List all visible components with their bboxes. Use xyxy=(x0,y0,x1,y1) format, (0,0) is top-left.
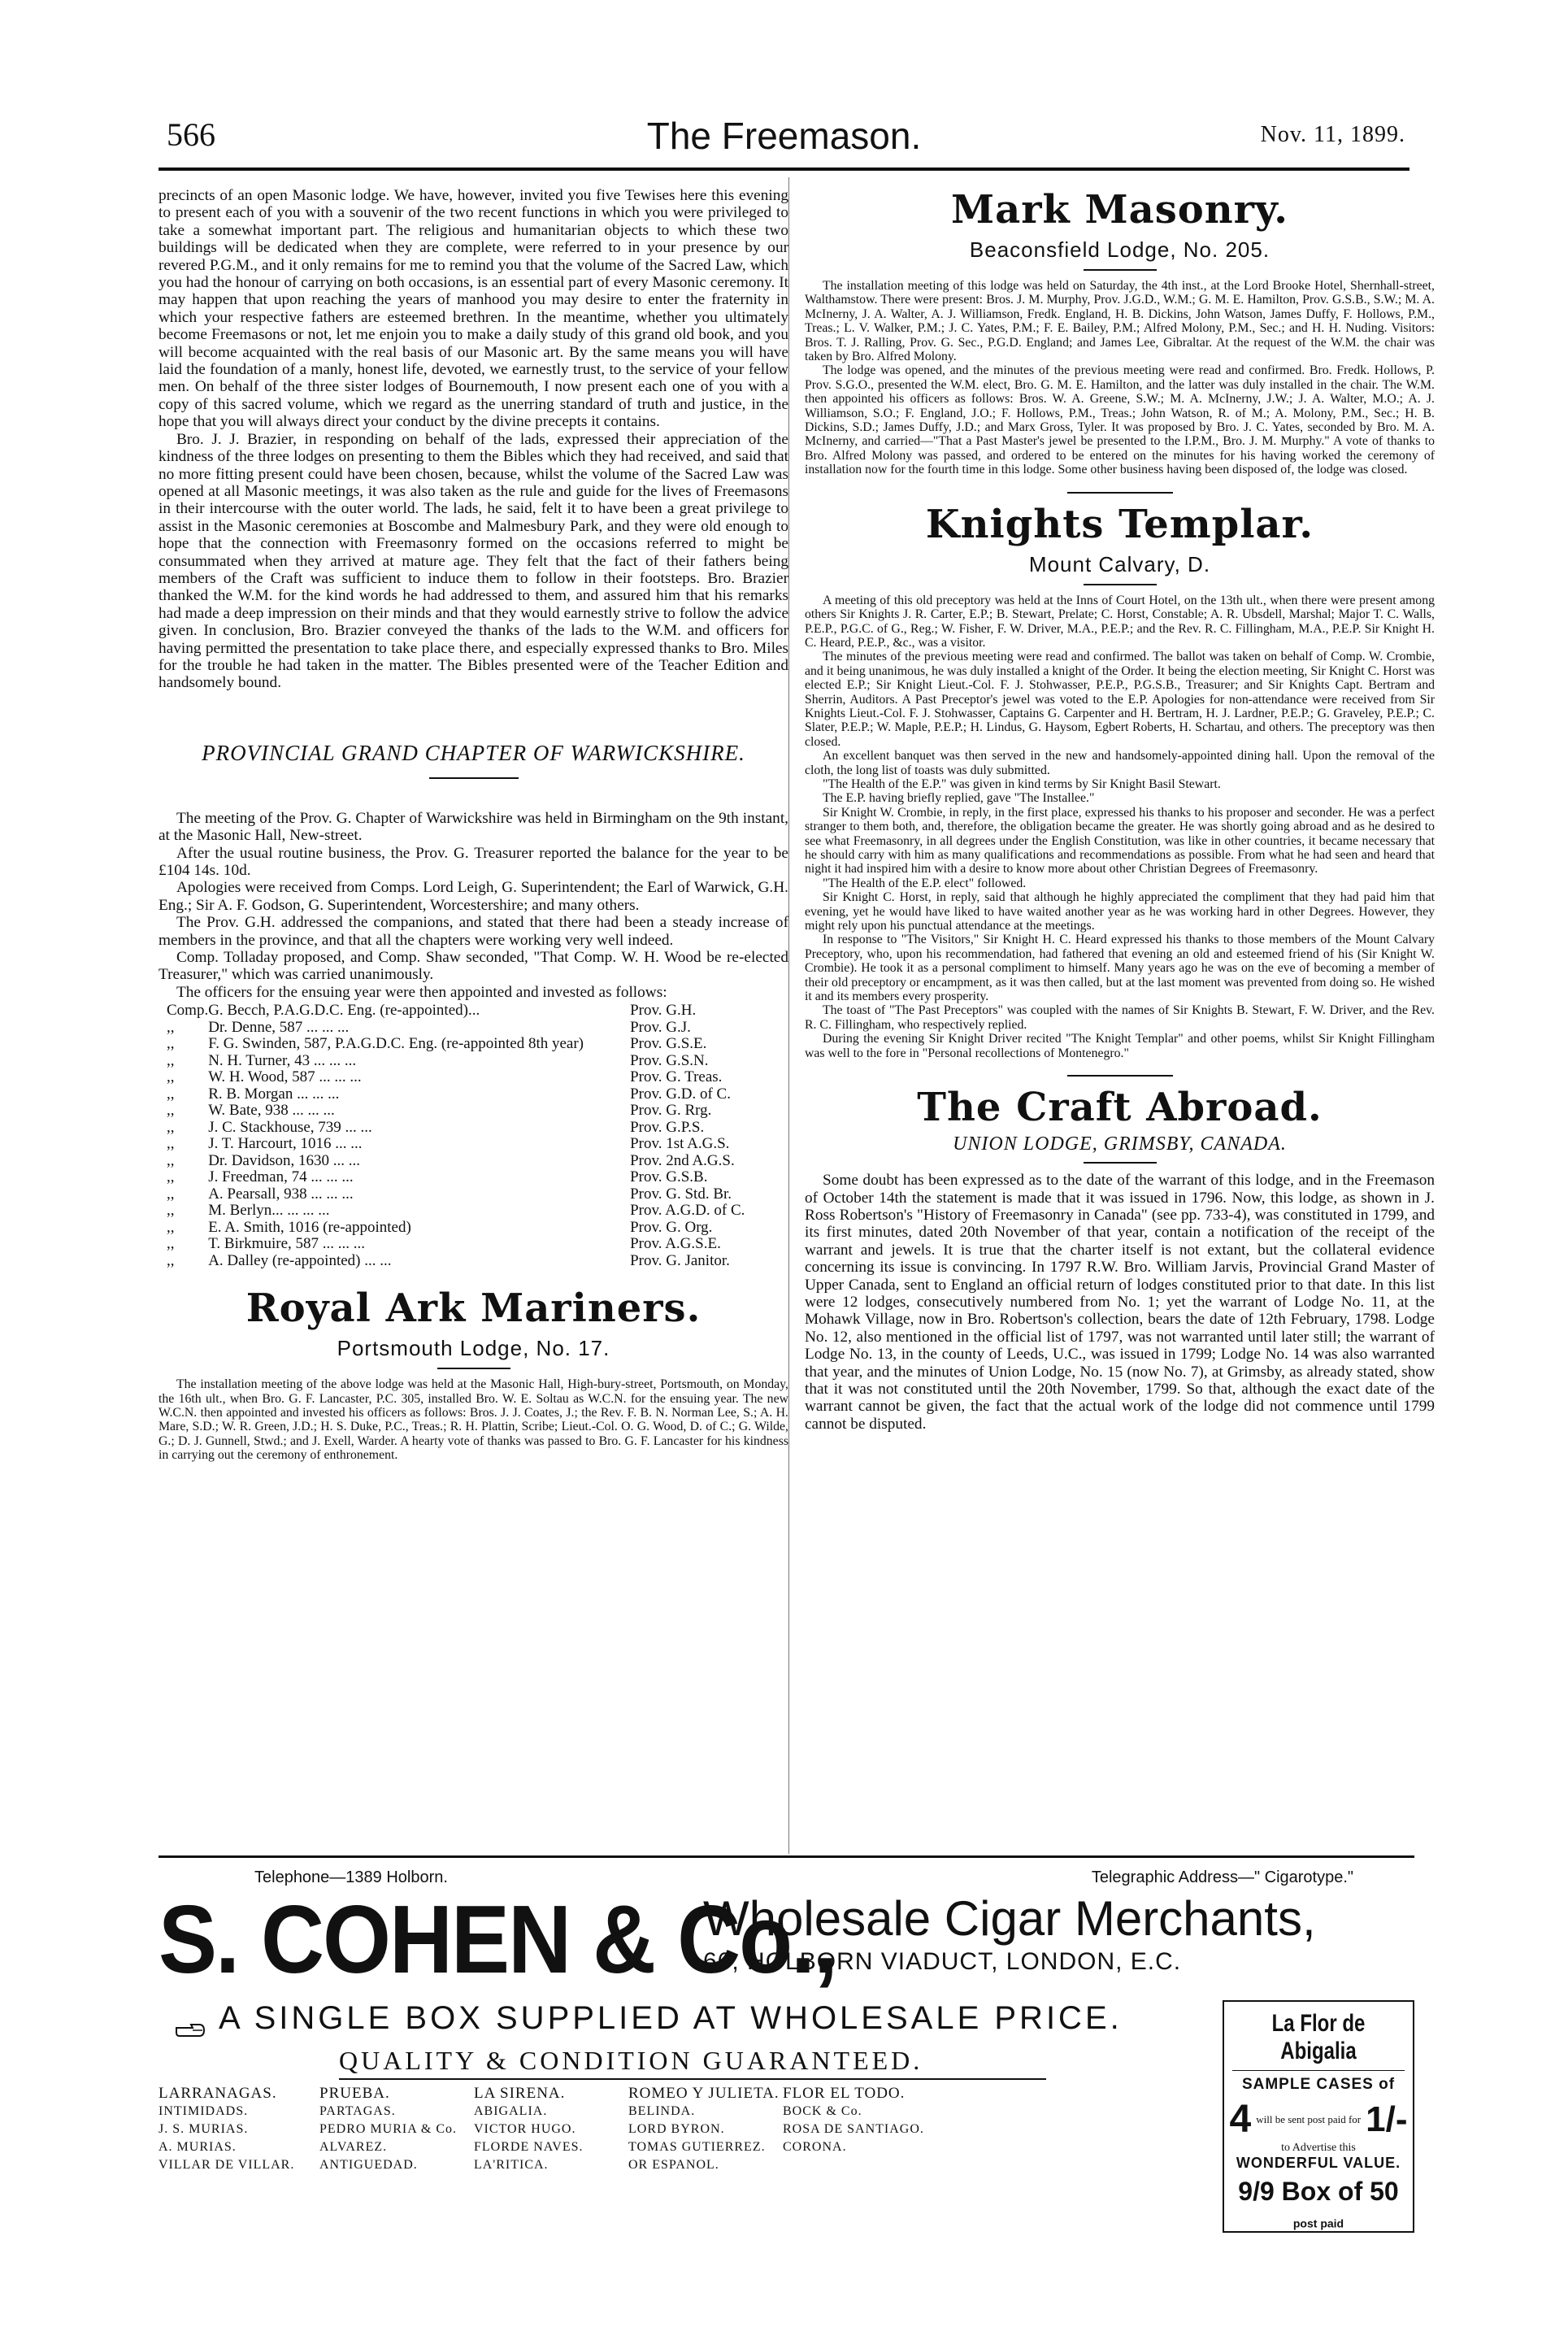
sample-price: 1/- xyxy=(1366,2099,1408,2139)
officer-prefix: ,, xyxy=(167,1102,175,1120)
article-paragraph: An excellent banquet was then served in the new and handsomely-appointed dining hall. Upon the removal of the cloth, the long list of toasts was duly submitted. xyxy=(805,749,1435,777)
brand-name: ROMEO Y JULIETA. xyxy=(628,2085,780,2102)
article-paragraph: Comp. Tolladay proposed, and Comp. Shaw seconded, "That Comp. W. H. Wood be re-elected Treasurer," which was carried unanimously. xyxy=(159,949,788,984)
article-paragraph: During the evening Sir Knight Driver recited "The Knight Templar" and other poems, whilst Sir Knight Fillingham was well to the fore in "Personal recollections of Montenegro." xyxy=(805,1032,1435,1060)
brand-name: VILLAR DE VILLAR. xyxy=(159,2158,295,2172)
officer-name: N. H. Turner, 43 ... ... ... xyxy=(208,1051,357,1069)
box-price-note: post paid xyxy=(1292,2216,1344,2230)
box-price-text: 9/9 Box of 50 xyxy=(1238,2177,1399,2206)
officer-office: Prov. 2nd A.G.S. xyxy=(630,1151,735,1169)
officer-row xyxy=(159,1136,788,1153)
brand-name: VICTOR HUGO. xyxy=(474,2122,576,2136)
officer-row xyxy=(159,1103,788,1120)
brand-list xyxy=(159,2085,937,2174)
officer-office: Prov. G.P.S. xyxy=(630,1118,705,1136)
brand-name: PEDRO MURIA & Co. xyxy=(319,2122,458,2136)
officer-row xyxy=(159,1220,788,1237)
officer-name: W. H. Wood, 587 ... ... ... xyxy=(208,1068,362,1086)
ad-telephone: Telephone—1389 Holborn. xyxy=(254,1868,448,1886)
article-paragraph: After the usual routine business, the Prov. G. Treasurer reported the balance for the year to be £104 14s. 10d. xyxy=(159,844,788,879)
brand-name: PARTAGAS. xyxy=(319,2104,396,2118)
officer-name: W. Bate, 938 ... ... ... xyxy=(208,1102,335,1120)
officer-name: G. Becch, P.A.G.D.C. Eng. (re-appointed)... xyxy=(208,1002,480,1020)
brand-name: FLOR EL TODO. xyxy=(783,2085,906,2102)
officer-name: E. A. Smith, 1016 (re-appointed) xyxy=(208,1218,411,1236)
officer-office: Prov. A.G.S.E. xyxy=(630,1235,721,1253)
article-paragraph: The toast of "The Past Preceptors" was coupled with the names of Sir Knights B. Stewart, F. W. Driver, and the Rev. R. C. Fillingham, who respectively replied. xyxy=(805,1003,1435,1032)
officer-office: Prov. G. Org. xyxy=(630,1218,713,1236)
article-paragraph: Sir Knight C. Horst, in reply, said that although he highly appreciated the compliment that they had paid him that evening, yet he would have liked to have waited another year as he was working hard in other Degrees. However, they might rely upon his punctual attendance at the meetings. xyxy=(805,890,1435,933)
brand-column xyxy=(159,2085,319,2174)
officer-name: A. Dalley (re-appointed) ... ... xyxy=(208,1251,392,1269)
article-paragraph: The installation meeting of this lodge was held on Saturday, the 4th inst., at the Lord Brooke Hotel, Shernhall-street, Walthamstow. There were present: Bros. J. M. Murphy, Prov. J.G.D., W.M.; G. M. E. Hamilton, Prov. G.S.B., S.W.; M. A. McInerny, J. A. Walter, A. J. Williamson, Fredk. England, H. B. Dickins, John Watson, James Duffy, F. Hollows, P.M., Treas.; L. V. Walker, P.M.; J. C. Yates, P.M.; F. E. Bailey, P.M.; Alfred Molony, P.M., Sec.; and H. H. Nuding. Visitors: Bros. T. J. Ralling, Prov. G. Sec., P.G.D. England; and James Lee, Gibraltar. At the request of the W.M. the chair was taken by Bro. Alfred Molony. xyxy=(805,279,1435,364)
officer-row xyxy=(159,1169,788,1186)
article-paragraph: "The Health of the E.P. elect" followed. xyxy=(823,876,1027,890)
officer-name: J. Freedman, 74 ... ... ... xyxy=(208,1168,354,1186)
sample-count: 4 xyxy=(1229,2098,1252,2141)
cigar-advertisement xyxy=(159,1855,1414,2238)
officer-prefix: ,, xyxy=(167,1235,175,1253)
brand-column xyxy=(319,2085,474,2174)
brand-column xyxy=(783,2085,937,2174)
article-paragraph: precincts of an open Masonic lodge. We have, however, invited you five Tewises here this evening to present each of you with a souvenir of the two recent functions in which you were privileged to take a somewhat important part. The religious and humanitarian objects to which these two buildings will be dedicated when they are complete, were referred to in your presence by our revered P.G.M., and it only remains for me to remind you that the volume of the Sacred Law, which you had the honour of carrying on both occasions, is an essential part of every Masonic ceremony. It may happen that upon reaching the years of manhood you may desire to enter the fraternity in which your respective fathers are esteemed brethren. In the meantime, whether you ultimately become Freemasons or not, let me enjoin you to make a daily study of this grand old book, and you will become acquainted with the real basis of our Masonic art. By the same means you will have laid the foundation of a manly, honest life, devoted, we earnestly trust, to the service of your fellow men. On behalf of the three sister lodges of Bournemouth, I now present each one of you with a copy of this sacred volume, which we regard as the unerring standard of truth and justice, in the hope that you will always direct your conduct by the divine precepts it contains. xyxy=(159,187,788,431)
officer-prefix: ,, xyxy=(167,1051,175,1069)
section-rule xyxy=(1084,584,1157,585)
section-rule xyxy=(1084,1162,1157,1164)
officer-name: J. T. Harcourt, 1016 ... ... xyxy=(208,1135,363,1153)
officer-row xyxy=(159,1053,788,1070)
officer-office: Prov. 1st A.G.S. xyxy=(630,1135,730,1153)
la-flor-box xyxy=(1223,2000,1414,2233)
left-column xyxy=(159,187,788,1463)
brand-name: FLORDE NAVES. xyxy=(474,2140,584,2154)
company-name: S. COHEN & Co., xyxy=(159,1885,837,1994)
box-price xyxy=(1224,2177,1413,2237)
article-paragraph: The meeting of the Prov. G. Chapter of Warwickshire was held in Birmingham on the 9th instant, at the Masonic Hall, New-street. xyxy=(159,809,788,845)
ad-address: 66, HOLBORN VIADUCT, LONDON, E.C. xyxy=(703,1948,1182,1975)
officers-table xyxy=(159,1003,788,1269)
brand-column xyxy=(628,2085,783,2174)
officer-name: A. Pearsall, 938 ... ... ... xyxy=(208,1185,354,1203)
issue-date: Nov. 11, 1899. xyxy=(1260,122,1405,147)
brand-name: LA'RITICA. xyxy=(474,2158,549,2172)
section-rule xyxy=(429,777,519,779)
section-title-mark-masonry: Mark Masonry. xyxy=(950,187,1289,233)
article-paragraph: The minutes of the previous meeting were read and confirmed. The ballot was taken on behalf of Comp. W. Crombie, and it being unanimous, he was duly installed a knight of the Order. It being the election meeting, Sir Knight C. Horst was elected E.P.; Sir Knight Lieut.-Col. F. J. Stohwasser, P.E.P., P.G.S.B., Treasurer; and Sir Knights Capt. Bertram and Sherrin, Auditors. A Past Preceptor's jewel was voted to the E.P. Apologies for non-attendance were received from Sir Knights Lieut.-Col. F. J. Stohwasser, Captains G. Carpenter and H. Bertram, H. J. Lardner, P.E.P.; G. Graveley, P.E.P.; C. Slater, P.E.P.; W. Maple, P.E.P.; H. Lindus, G. Haysom, Egbert Roberts, H. Schartau, and others. The preceptory was then closed. xyxy=(805,650,1435,749)
brand-name: CORONA. xyxy=(783,2140,847,2154)
article-paragraph: In response to "The Visitors," Sir Knight H. C. Heard expressed his thanks to those members of the Mount Calvary Preceptory, who, upon his recommendation, had fathered that evening an old and esteemed friend of his (Sir Knight W. Crombie). He took it as a personal compliment to himself. Many years ago he was on the eve of becoming a member of their old preceptory or encampment, as it was then called, but at the last moment was prevented from doing so. He wished it and its members every prosperity. xyxy=(805,933,1435,1004)
brand-name: OR ESPANOL. xyxy=(628,2158,719,2172)
sample-offer xyxy=(1224,2097,1413,2142)
article-paragraph: The officers for the ensuing year were then appointed and invested as follows: xyxy=(176,983,667,1001)
section-rule xyxy=(1067,1075,1173,1077)
officer-prefix: ,, xyxy=(167,1118,175,1136)
brand-name: ROSA DE SANTIAGO. xyxy=(783,2122,924,2136)
section-title-royal-ark: Royal Ark Mariners. xyxy=(245,1285,701,1332)
brand-name: A. MURIAS. xyxy=(159,2140,237,2154)
article-paragraph: Some doubt has been expressed as to the date of the warrant of this lodge, and in the Freemason of October 14th the statement is made that it was issued in 1796. Now, this lodge, as shown in J. Ross Robertson's "History of Freemasonry in Canada" (see pp. 733-4), was constituted in 1799, and its first minutes, dated 20th November of that year, contain a notification of the receipt of the warrant and jewels. It is true that the charter itself is not extant, but the collateral evidence concerning its issue is convincing. In 1797 R.W. Bro. William Jarvis, Provincial Grand Master of Upper Canada, sent to England an official return of lodges constituted prior to that date. In this list were 12 lodges, consecutively numbered from No. 1; yet the warrant of Lodge No. 11, at the Mohawk Village, now in Bro. Robertson's collection, bears the date of 12th February, 1798. Lodge No. 12, also mentioned in the official list of 1797, was not warranted until later still; the warrant of Lodge No. 13, in the county of Leeds, U.C., was issued in 1799; Lodge No. 14 was also warranted that year, and the minutes of Union Lodge, No. 15 (now No. 7), at Grimsby, as already stated, show that it was not constituted until the 20th November, 1799. So that, although the exact date of the warrant cannot be given, the fact that the actual work of the lodge did not commence until 1799 cannot be disputed. xyxy=(805,1172,1435,1433)
brand-name: ABIGALIA. xyxy=(474,2104,548,2118)
column-divider xyxy=(788,177,789,1854)
officer-prefix: ,, xyxy=(167,1185,175,1203)
section-title-craft-abroad: The Craft Abroad. xyxy=(917,1085,1323,1131)
lodge-heading: Mount Calvary, D. xyxy=(1028,551,1211,576)
officer-prefix: ,, xyxy=(167,1135,175,1153)
officer-prefix: Comp. xyxy=(167,1002,209,1020)
brand-name: J. S. MURIAS. xyxy=(159,2122,249,2136)
officer-row xyxy=(159,1069,788,1086)
article-paragraph: The lodge was opened, and the minutes of the previous meeting were read and confirmed. Bro. Fredk. Hollows, P. Prov. S.G.O., presented the W.M. elect, Bro. G. M. E. Hamilton, and the latter was duly installed in the chair. The W.M. then appointed his officers as follows: Bros. W. A. Greene, S.W.; M. A. McInerny, J.W.; J. A. Walter, M.O.; A. J. Williamson, S.O.; F. England, J.O.; F. Hollows, P.M., Treas.; John Watson, R. of M.; A. Molony, P.M., Sec.; H. B. Dickins, S.D.; James Duffy, J.D.; and Marx Gross, Tyler. It was proposed by Bro. J. C. Yates, seconded by Bro. M. A. McInerny, and carried—"That a Past Master's jewel be presented to the I.P.M., Bro. J. M. Murphy." A vote of thanks to Bro. Alfred Molony was passed, and ordered to be entered on the minutes for his having worked the ceremony of installation now for the fourth time in this lodge. Some other business having been disposed of, the lodge was closed. xyxy=(805,363,1435,477)
officer-office: Prov. G. Rrg. xyxy=(630,1102,712,1120)
advert-rule xyxy=(339,2078,1046,2080)
section-rule xyxy=(1084,269,1157,271)
officer-row xyxy=(159,1020,788,1037)
sample-cases: SAMPLE CASES of xyxy=(1241,2076,1396,2093)
officer-prefix: ,, xyxy=(167,1151,175,1169)
lodge-heading: Beaconsfield Lodge, No. 205. xyxy=(969,237,1270,262)
article-paragraph: The installation meeting of the above lodge was held at the Masonic Hall, High-bury-street, Portsmouth, on Monday, the 16th ult., when Bro. G. F. Lancaster, P.C. 305, installed Bro. W. E. Soltau as W.C.N. for the ensuing year. The new W.C.N. then appointed and invested his officers as follows: Bros. J. J. Coates, J.; the Rev. F. B. N. Norman Lee, S.; A. H. Mare, S.D.; W. R. Green, J.D.; H. S. Duke, P.C., Treas.; R. H. Plattin, Scribe; Lieut.-Col. O. G. Wood, D. of C.; G. Wilde, G.; D. J. Gunnell, Stwd.; and J. Exell, Warder. A hearty vote of thanks was passed to Bro. G. F. Lancaster for his kindness in carrying out the ceremony of enthronement. xyxy=(159,1377,788,1463)
article-paragraph: A meeting of this old preceptory was held at the Inns of Court Hotel, on the 13th ult., when there were present among others Sir Knights J. R. Carter, E.P.; B. Stewart, Prelate; C. Horst, Constable; A. R. Ubsdell, Marshal; Major T. C. Walls, P.E.P., P.G.C. of G., Reg.; W. Fisher, F. W. Driver, M.A., P.E.P.; and the Rev. R. C. Fillingham, M.A., P.E.P. Sir Knight H. C. Heard, P.E.P., &c., was a visitor. xyxy=(805,593,1435,650)
officer-office: Prov. G. Treas. xyxy=(630,1068,723,1086)
officer-row xyxy=(159,1236,788,1253)
officer-row xyxy=(159,1003,788,1020)
officer-row xyxy=(159,1203,788,1220)
officer-prefix: ,, xyxy=(167,1202,175,1220)
section-title-knights-templar: Knights Templar. xyxy=(925,501,1314,547)
brand-name: ALVAREZ. xyxy=(319,2140,388,2154)
advertise-note: to Advertise this xyxy=(1281,2142,1356,2154)
officer-office: Prov. G.S.E. xyxy=(630,1035,707,1053)
brand-name: LA SIRENA. xyxy=(474,2085,566,2102)
la-flor-title: La Flor de Abigalia xyxy=(1271,2010,1366,2064)
officer-name: F. G. Swinden, 587, P.A.G.D.C. Eng. (re-appointed 8th year) xyxy=(208,1035,584,1053)
brand-name: LORD BYRON. xyxy=(628,2122,725,2136)
brand-name: ANTIGUEDAD. xyxy=(319,2158,418,2172)
section-rule xyxy=(1067,492,1173,494)
officer-name: M. Berlyn... ... ... ... xyxy=(208,1202,330,1220)
officer-row xyxy=(159,1120,788,1137)
right-column xyxy=(805,187,1435,1433)
officer-office: Prov. G.S.N. xyxy=(630,1051,709,1069)
brand-name: BOCK & Co. xyxy=(783,2104,862,2118)
lodge-heading: Portsmouth Lodge, No. 17. xyxy=(337,1336,610,1361)
officer-office: Prov. G.D. of C. xyxy=(630,1085,731,1103)
brand-name: INTIMIDADS. xyxy=(159,2104,249,2118)
article-paragraph: The E.P. having briefly replied, gave "The Installee." xyxy=(823,791,1095,806)
ad-quality: QUALITY & CONDITION GUARANTEED. xyxy=(339,2046,923,2075)
article-paragraph: The Prov. G.H. addressed the companions, and stated that there had been a steady increase of members in the province, and that all the chapters were working very well indeed. xyxy=(159,914,788,949)
header-rule xyxy=(159,167,1409,171)
brand-name: BELINDA. xyxy=(628,2104,696,2118)
officer-row xyxy=(159,1036,788,1053)
brand-name: LARRANAGAS. xyxy=(159,2085,277,2102)
officer-prefix: ,, xyxy=(167,1035,175,1053)
ad-tagline: Wholesale Cigar Merchants, xyxy=(703,1891,1316,1946)
officer-row xyxy=(159,1186,788,1203)
officer-prefix: ,, xyxy=(167,1018,175,1036)
officer-office: Prov. A.G.D. of C. xyxy=(630,1202,745,1220)
article-paragraph: "The Health of the E.P." was given in kind terms by Sir Knight Basil Stewart. xyxy=(823,776,1221,791)
officer-office: Prov. G.S.B. xyxy=(630,1168,708,1186)
section-title-warwickshire: PROVINCIAL GRAND CHAPTER OF WARWICKSHIRE. xyxy=(202,740,745,765)
officer-office: Prov. G. Std. Br. xyxy=(630,1185,732,1203)
officer-prefix: ,, xyxy=(167,1251,175,1269)
officer-office: Prov. G.J. xyxy=(630,1018,691,1036)
article-paragraph: Sir Knight W. Crombie, in reply, in the first place, expressed his thanks to his proposer and seconder. He was a perfect stranger to them both, and, therefore, the obligation became the greater. He was shortly going abroad and as he desired to see what Freemasonry, in all degrees under the English Constitution, was like in other countries, it became necessary that he should carry with him as many qualifications and recommendations as possible. From what he had seen and heard that night it had inspired him with a desire to know more about other Christian Degrees of Freemasonry. xyxy=(805,805,1435,877)
wonderful-value: WONDERFUL VALUE. xyxy=(1236,2155,1401,2171)
officer-prefix: ,, xyxy=(167,1085,175,1103)
officer-row xyxy=(159,1153,788,1170)
officer-name: T. Birkmuire, 587 ... ... ... xyxy=(208,1235,365,1253)
brand-name: PRUEBA. xyxy=(319,2085,390,2102)
page-number: 566 xyxy=(167,116,215,153)
brand-column xyxy=(474,2085,628,2174)
officer-row xyxy=(159,1086,788,1103)
advert-rule xyxy=(1232,2070,1405,2071)
officer-name: J. C. Stackhouse, 739 ... ... xyxy=(208,1118,372,1136)
section-rule xyxy=(437,1368,510,1369)
section-subtitle: UNION LODGE, GRIMSBY, CANADA. xyxy=(953,1133,1287,1155)
brand-name: TOMAS GUTIERREZ. xyxy=(628,2140,766,2154)
advert-rule xyxy=(159,1855,1414,1858)
officer-row xyxy=(159,1253,788,1270)
officer-name: Dr. Denne, 587 ... ... ... xyxy=(208,1018,350,1036)
ad-telegraph: Telegraphic Address—" Cigarotype." xyxy=(1091,1868,1353,1886)
officer-office: Prov. G.H. xyxy=(630,1002,697,1020)
ad-single-box xyxy=(175,2000,1123,2037)
article-paragraph: Apologies were received from Comps. Lord Leigh, G. Superintendent; the Earl of Warwick, G.H. Eng.; Sir A. F. Godson, G. Superintendent, Worcestershire; and many others. xyxy=(159,879,788,914)
officer-prefix: ,, xyxy=(167,1068,175,1086)
article-paragraph: Bro. J. J. Brazier, in responding on behalf of the lads, expressed their appreciation of the kindness of the three lodges on presenting to them the Bibles which they had received, and said that no more fitting present could have been chosen, because, whilst the volume of the Sacred Law was opened at all Masonic meetings, it was also taken as the rule and guide for the lives of Freemasons in their intercourse with the outer world. The lads, he said, felt it to have been a great privilege to assist in the Masonic ceremonies at Boscombe and Malmesbury Park, and they were old enough to hope that the connection with Freemasonry formed on the occasions referred to might be consummated when they arrived at mature age. They felt that the fact of their fathers being members of the Craft was sufficient to induce them to follow in their footsteps. Bro. Brazier thanked the W.M. for the kind words he had addressed to them, and assured him that his remarks had made a deep impression on their minds and that they would earnestly strive to follow the advice given. In conclusion, Bro. Brazier conveyed the thanks of the lads to the W.M. and officers for having permitted the presentation to take place there, and especially expressed thanks to Bro. Miles for the trouble he had taken in the matter. The Bibles presented were of the Teacher Edition and handsomely bound. xyxy=(159,430,788,692)
officer-prefix: ,, xyxy=(167,1218,175,1236)
officer-name: R. B. Morgan ... ... ... xyxy=(208,1085,340,1103)
officer-name: Dr. Davidson, 1630 ... ... xyxy=(208,1151,361,1169)
sample-note: will be sent post paid for xyxy=(1256,2112,1362,2125)
pointing-hand-icon xyxy=(175,2011,206,2029)
masthead-title: The Freemason. xyxy=(646,115,922,157)
single-box-text: A SINGLE BOX SUPPLIED AT WHOLESALE PRICE. xyxy=(219,2000,1123,2036)
officer-prefix: ,, xyxy=(167,1168,175,1186)
officer-office: Prov. G. Janitor. xyxy=(630,1251,730,1269)
